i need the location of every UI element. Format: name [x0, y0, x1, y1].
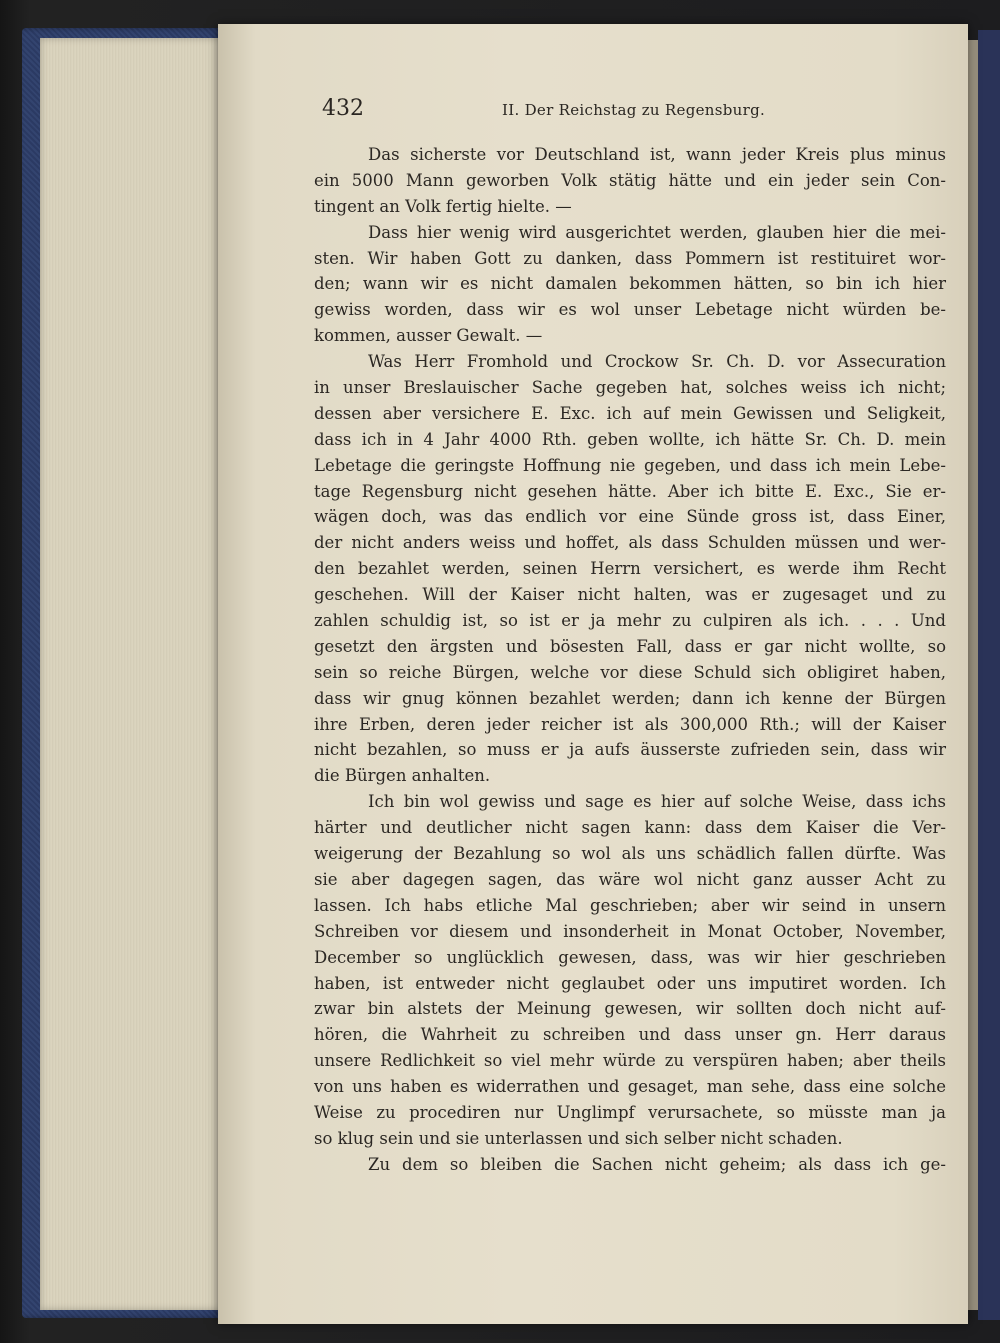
text-line: der nicht anders weiss und hoffet, als dass Schulden müssen und wer-	[314, 533, 946, 553]
text-line: Lebetage die geringste Hoffnung nie gegeben, und dass ich mein Lebe-	[314, 455, 946, 475]
text-line: sie aber dagegen sagen, das wäre wol nicht ganz ausser Acht zu	[314, 869, 946, 889]
text-line: Weise zu procediren nur Unglimpf verursachete, so müsste man ja	[314, 1102, 946, 1122]
body-text	[314, 142, 946, 1178]
text-line: Dass hier wenig wird ausgerichtet werden, glauben hier die mei-	[368, 222, 946, 242]
text-line: Was Herr Fromhold und Crockow Sr. Ch. D. vor Assecuration	[368, 352, 946, 372]
text-line: kommen, ausser Gewalt. —	[314, 326, 543, 346]
text-line: den bezahlet werden, seinen Herrn versichert, es werde ihm Recht	[314, 559, 946, 579]
text-line: Zu dem so bleiben die Sachen nicht geheim; als dass ich ge-	[368, 1154, 946, 1174]
text-line: haben, ist entweder nicht geglaubet oder uns imputiret worden. Ich	[314, 973, 946, 993]
text-line: so klug sein und sie unterlassen und sich selber nicht schaden.	[314, 1128, 843, 1148]
text-line: nicht bezahlen, so muss er ja aufs äusserste zufrieden sein, dass wir	[314, 740, 946, 760]
running-title: II. Der Reichstag zu Regensburg.	[502, 101, 766, 119]
page-header	[322, 96, 942, 130]
text-line: geschehen. Will der Kaiser nicht halten, was er zugesaget und zu	[314, 585, 946, 605]
text-line: weigerung der Bezahlung so wol als uns schädlich fallen dürfte. Was	[314, 844, 946, 864]
text-line: sten. Wir haben Gott zu danken, dass Pommern ist restituiret wor-	[314, 248, 946, 268]
text-line: Das sicherste vor Deutschland ist, wann jeder Kreis plus minus	[368, 145, 946, 164]
page-edges	[40, 38, 220, 1310]
text-line: Schreiben vor diesem und insonderheit in Monat October, November,	[314, 921, 946, 941]
text-line: lassen. Ich habs etliche Mal geschrieben; aber wir seind in unsern	[314, 895, 946, 915]
text-line: härter und deutlicher nicht sagen kann: dass dem Kaiser die Ver-	[314, 818, 946, 838]
text-line: zahlen schuldig ist, so ist er ja mehr zu culpiren als ich. . . . Und	[314, 611, 946, 631]
text-line: ein 5000 Mann geworben Volk stätig hätte und ein jeder sein Con-	[314, 170, 946, 190]
text-line: gesetzt den ärgsten und bösesten Fall, dass er gar nicht wollte, so	[314, 636, 946, 656]
page-number: 432	[322, 96, 364, 121]
text-line: hören, die Wahrheit zu schreiben und dass unser gn. Herr daraus	[314, 1025, 946, 1045]
text-line: tage Regensburg nicht gesehen hätte. Aber ich bitte E. Exc., Sie er-	[314, 481, 946, 501]
text-line: von uns haben es widerrathen und gesaget, man sehe, dass eine solche	[314, 1077, 946, 1097]
text-line: dessen aber versichere E. Exc. ich auf mein Gewissen und Seligkeit,	[314, 403, 946, 423]
text-line: den; wann wir es nicht damalen bekommen hätten, so bin ich hier	[314, 274, 946, 294]
text-line: zwar bin alstets der Meinung gewesen, wir sollten doch nicht auf-	[314, 999, 946, 1019]
text-line: December so unglücklich gewesen, dass, was wir hier geschrieben	[314, 947, 946, 967]
text-line: dass wir gnug können bezahlet werden; dann ich kenne der Bürgen	[314, 688, 946, 708]
text-line: wägen doch, was das endlich vor eine Sünde gross ist, dass Einer,	[314, 507, 946, 527]
text-line: unsere Redlichkeit so viel mehr würde zu verspüren haben; aber theils	[314, 1051, 946, 1071]
text-line: Ich bin wol gewiss und sage es hier auf solche Weise, dass ichs	[368, 792, 946, 812]
text-line: tingent an Volk fertig hielte. —	[314, 196, 572, 216]
text-line: die Bürgen anhalten.	[314, 766, 491, 786]
text-line: gewiss worden, dass wir es wol unser Lebetage nicht würden be-	[314, 300, 946, 320]
text-line: in unser Breslauischer Sache gegeben hat, solches weiss ich nicht;	[314, 378, 946, 398]
book-cover-right	[978, 30, 1000, 1320]
text-line: ihre Erben, deren jeder reicher ist als 300,000 Rth.; will der Kaiser	[314, 714, 946, 734]
text-line: dass ich in 4 Jahr 4000 Rth. geben wollte, ich hätte Sr. Ch. D. mein	[314, 429, 946, 449]
text-line: sein so reiche Bürgen, welche vor diese Schuld sich obligiret haben,	[314, 662, 946, 682]
